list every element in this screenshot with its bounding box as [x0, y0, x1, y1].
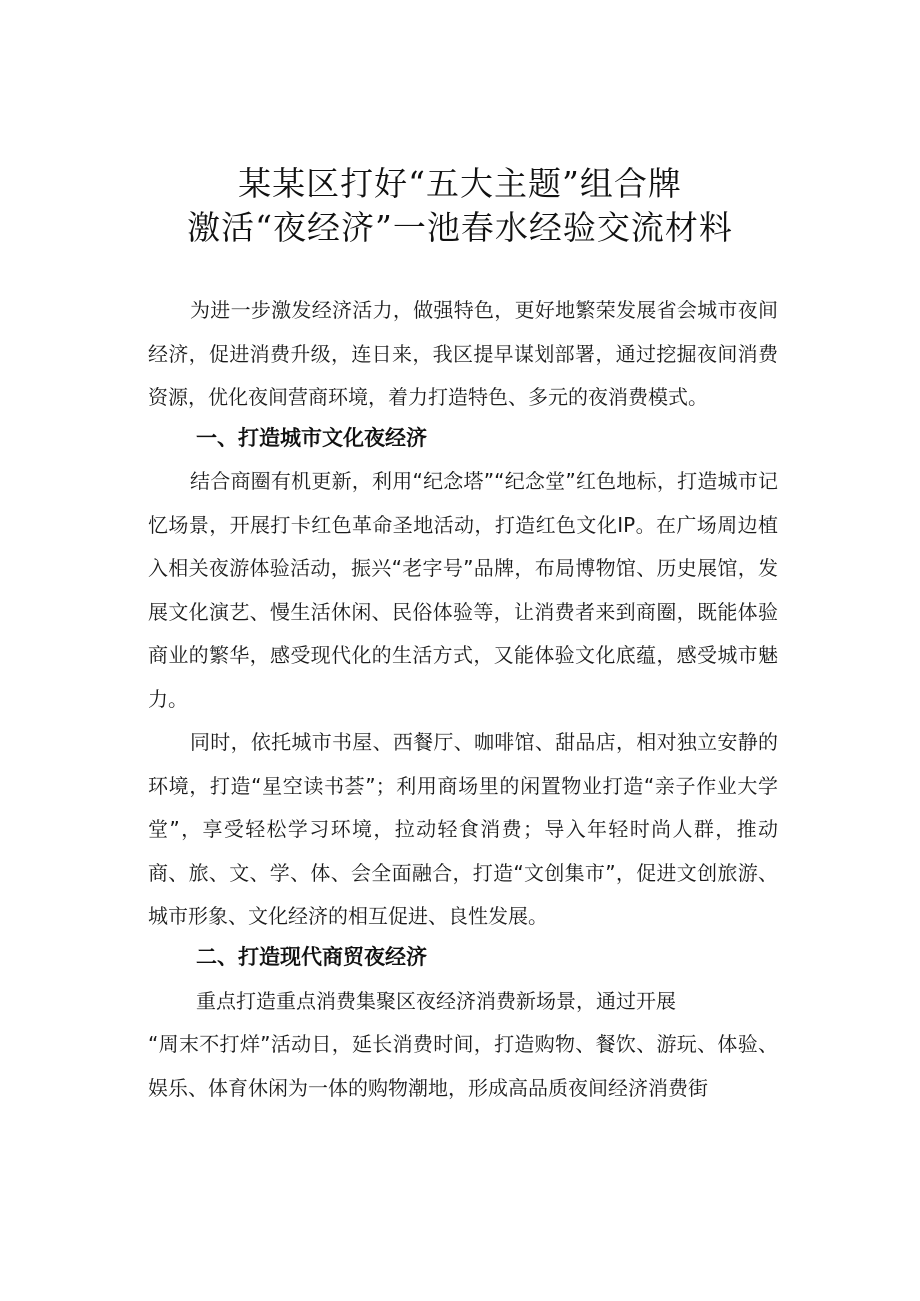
section-2-heading: 二、打造现代商贸夜经济 — [196, 945, 427, 969]
section-1-heading: 一、打造城市文化夜经济 — [196, 426, 427, 450]
section-2-paragraph-1-line-1: 重点打造重点消费集聚区夜经济消费新场景，通过开展 — [196, 989, 676, 1013]
section-2-paragraph-1-continued: “周末不打烊”活动日，延长消费时间，打造购物、餐饮、游玩、体验、娱乐、体育休闲为一体的购物潮地，形成高品质夜间经济消费街 — [148, 1032, 778, 1100]
document-title-line-1: 某某区打好“五大主题”组合牌 — [238, 164, 682, 203]
intro-paragraph: 为进一步激发经济活力，做强特色，更好地繁荣发展省会城市夜间经济，促进消费升级，连日来，我区提早谋划部署，通过挖掘夜间消费资源，优化夜间营商环境，着力打造特色、多元的夜消费模式。 — [148, 298, 778, 409]
document-title-line-2: 激活“夜经济”一池春水经验交流材料 — [187, 208, 733, 247]
section-1-paragraph-1: 结合商圈有机更新，利用“纪念塔”“纪念堂”红色地标，打造城市记忆场景，开展打卡红色革命圣地活动，打造红色文化IP。在广场周边植入相关夜游体验活动，振兴“老字号”品牌，布局博物馆、历史展馆，发展文化演艺、慢生活休闲、民俗体验等，让消费者来到商圈，既能体验商业的繁华，感受现代化的生活方式，又能体验文化底蕴，感受城市魅力。 — [148, 469, 778, 711]
section-1-paragraph-2: 同时，依托城市书屋、西餐厅、咖啡馆、甜品店，相对独立安静的环境，打造“星空读书荟”；利用商场里的闲置物业打造“亲子作业大学堂”，享受轻松学习环境，拉动轻食消费；导入年轻时尚人群，推动商、旅、文、学、体、会全面融合，打造“文创集市”，促进文创旅游、城市形象、文化经济的相互促进、良性发展。 — [148, 730, 778, 928]
